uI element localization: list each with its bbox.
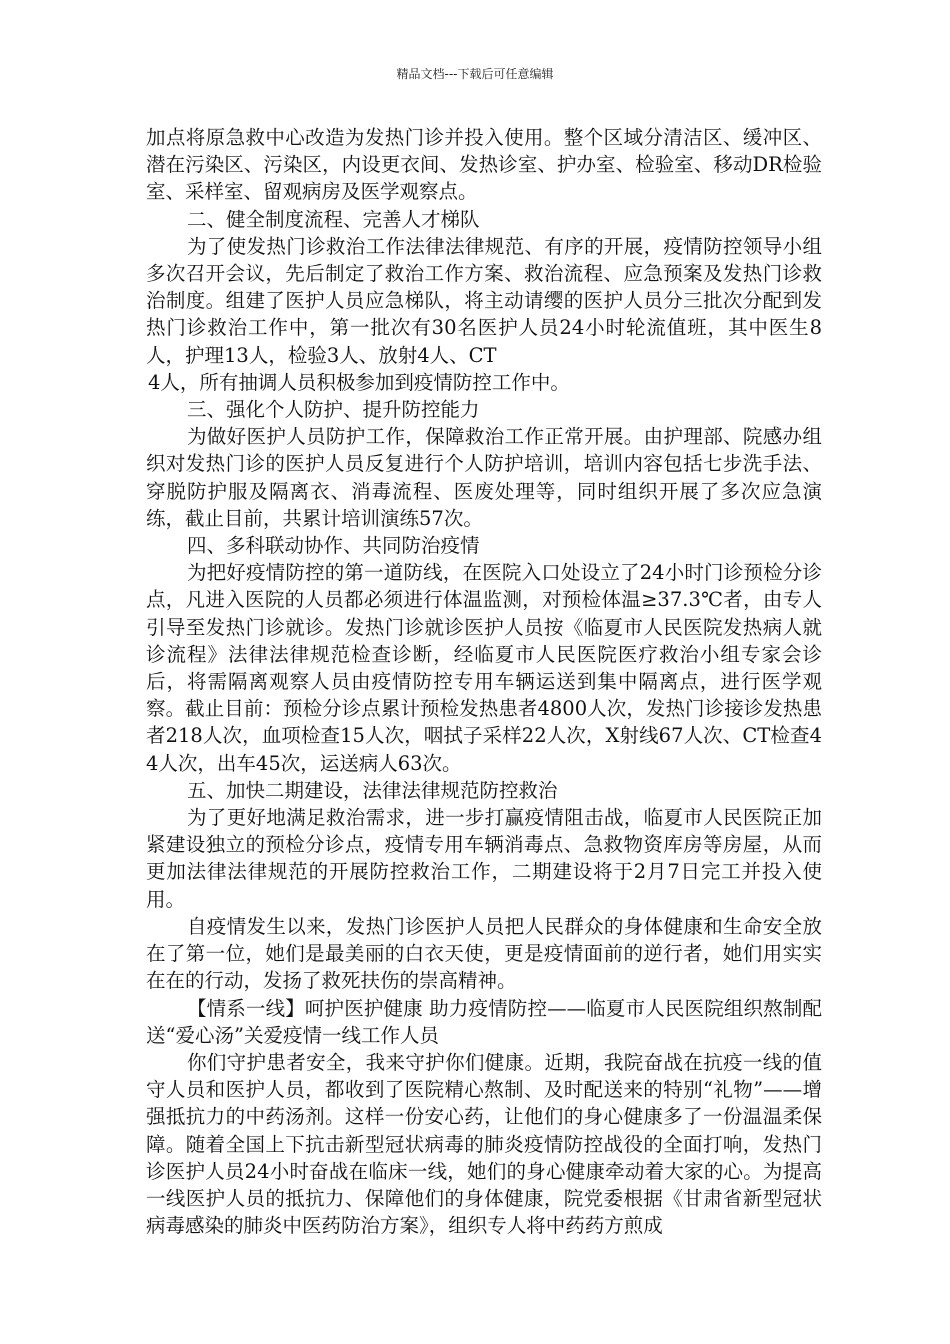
section-heading-5: 五、加快二期建设，法律法律规范防控救治 bbox=[186, 778, 558, 802]
paragraph-article-body: 你们守护患者安全，我来守护你们健康。近期，我院奋战在抗疫一线的值守人员和医护人员，都收到了医院精心熬制、及时配送来的特别“礼物”——增强抵抗力的中药汤剂。这样一份安心药，让他们的身心健康多了一份温温柔保障。随着全国上下抗击新型冠状病毒的肺炎疫情防控战役的全面打响，发热门诊医护人员24小时奋战在临床一线，她们的身心健康牵动着大家的心。为提高一线医护人员的抵抗力、保障他们的身体健康，院党委根据《甘肃省新型冠状病毒感染的肺炎中医药防治方案》，组织专人将中药药方煎成 bbox=[146, 1050, 822, 1238]
paragraph-section-3: 为做好医护人员防护工作，保障救治工作正常开展。由护理部、院感办组织对发热门诊的医护人员反复进行个人防护培训，培训内容包括七步洗手法、穿脱防护服及隔离衣、消毒流程、医废处理等，同时组织开展了多次应急演练，截止目前，共累计培训演练57次。 bbox=[146, 425, 822, 530]
paragraph-section-5: 为了更好地满足救治需求，进一步打赢疫情阻击战，临夏市人民医院正加紧建设独立的预检分诊点，疫情专用车辆消毒点、急救物资库房等房屋，从而更加法律法律规范的开展防控救治工作，二期建设将于2月7日完工并投入使用。 bbox=[146, 806, 822, 911]
paragraph-intro-continued: 加点将原急救中心改造为发热门诊并投入使用。整个区域分清洁区、缓冲区、潜在污染区、污染区，内设更衣间、发热诊室、护办室、检验室、移动DR检验室、采样室、留观病房及医学观察点。 bbox=[146, 126, 822, 204]
paragraph-section-4: 为把好疫情防控的第一道防线，在医院入口处设立了24小时门诊预检分诊点，凡进入医院的人员都必须进行体温监测，对预检体温≥37.3℃者，由专人引导至发热门诊就诊。发热门诊就诊医护人员按《临夏市人民医院发热病人就诊流程》法律法律规范检查诊断，经临夏市人民医院医疗救治小组专家会诊后，将需隔离观察人员由疫情防控专用车辆运送到集中隔离点，进行医学观察。截止目前：预检分诊点累计预检发热患者4800人次，发热门诊接诊发热患者218人次，血项检查15人次，咽拭子采样22人次，X射线67人次、CT检查44人次，出车45次，运送病人63次。 bbox=[146, 561, 822, 775]
paragraph-section-2-continued: 4人，所有抽调人员积极参加到疫情防控工作中。 bbox=[147, 370, 570, 394]
section-heading-4: 四、多科联动协作、共同防治疫情 bbox=[186, 534, 480, 558]
section-heading-3: 三、强化个人防护、提升防控能力 bbox=[186, 398, 480, 422]
paragraph-summary: 自疫情发生以来，发热门诊医护人员把人民群众的身体健康和生命安全放在了第一位，她们是最美丽的白衣天使，更是疫情面前的逆行者，她们用实实在在的行动，发扬了救死扶伤的崇高精神。 bbox=[146, 914, 822, 993]
section-heading-2: 二、健全制度流程、完善人才梯队 bbox=[186, 207, 480, 231]
document-body bbox=[146, 124, 822, 1239]
article-title: 【情系一线】呵护医护健康 助力疫情防控——临夏市人民医院组织熬制配送“爱心汤”关爱疫情一线工作人员 bbox=[146, 996, 822, 1047]
page-header: 精品文档---下载后可任意编辑 bbox=[396, 67, 554, 81]
paragraph-section-2: 为了使发热门诊救治工作法律法律规范、有序的开展，疫情防控领导小组多次召开会议，先后制定了救治工作方案、救治流程、应急预案及发热门诊救治制度。组建了医护人员应急梯队，将主动请缨的医护人员分三批次分配到发热门诊救治工作中，第一批次有30名医护人员24小时轮流值班，其中医生8人，护理13人，检验3人、放射4人、CT bbox=[146, 234, 822, 367]
